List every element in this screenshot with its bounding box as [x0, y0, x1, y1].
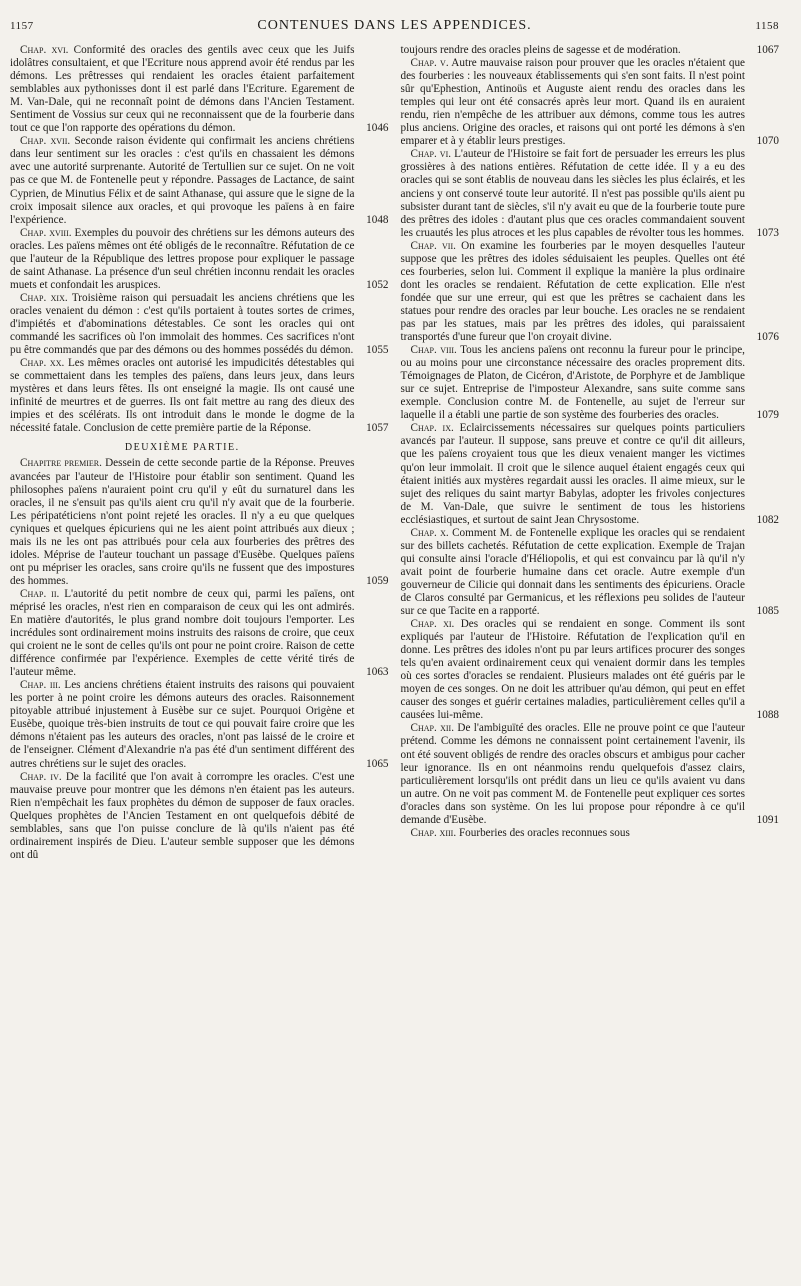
toc-entry [401, 57, 780, 148]
chapter-label: Chap. x. [410, 526, 449, 539]
page-reference: 1079 [756, 409, 779, 422]
running-title: CONTENUES DANS LES APPENDICES. [257, 18, 532, 33]
chapter-label: Chap. v. [410, 57, 449, 70]
chapter-summary: Eclaircissements nécessaires sur quelques points particuliers avancés par l'auteur. Il suppose, sans preuve et contre ce qu'il dit ailleurs, que les païens croyaient tous que les dieux venaient manger les victimes qu'on leur immolait. Il croit que le silence auquel étaient engagés ceux qui étaient initiés aux mystères regardait aussi les oracles. Il aime mieux, sur le sujet des reliques du saint martyr Babylas, adopter les frivoles conjectures de M. Van-Dale, que suivre le sentiment de tous les historiens ecclésiastiques, et surtout de saint Jean Chrysostome. [400, 422, 746, 526]
chapter-summary: Les mêmes oracles ont autorisé les impudicités détestables qui se commettaient dans les temples des païens, dans leurs jeux, dans leurs mystères et dans leurs fêtes. Ils ont enseigné la magie. Ils ont causé une infinité de meurtres et de guerres. Ils ont fait mettre au rang des dieux des impies et des scélérats. Ils ont introduit dans le monde le dogme de la nécessité fatale. Conclusion de cette première partie de la Réponse. [10, 357, 355, 435]
chapter-summary: Dessein de cette seconde partie de la Réponse. Preuves avancées par l'auteur de l'Histoire pour établir son sentiment. Quand les philosophes païens n'auraient point cru qu'il y eût du surnaturel dans les oracles, il ne s'ensuit pas qu'ils aient cru qu'il n'y avait que de la fourberie. Les péripatéticiens n'ont point rejeté les oracles. Il n'y a eu que quelques cyniques et quelques épicuriens qui ne les aient point attribués aux dieux ; mais ils ne les ont pas attribués pour cela aux fourberies des prêtres des idoles. Méprise de l'auteur touchant un passage d'Eusèbe. Quelques païens ont pu mépriser les oracles, sans croire qu'ils ne fussent que des impostures des hommes. [10, 457, 355, 587]
page-reference: 1073 [756, 226, 779, 239]
toc-entry [10, 135, 389, 226]
chapter-label: Chap. iv. [20, 770, 62, 783]
chapter-label: Chap. viii. [410, 344, 457, 357]
chapter-label: Chap. xix. [20, 291, 68, 304]
page-reference: 1085 [756, 605, 779, 618]
toc-entry [401, 148, 780, 239]
page-reference: 1048 [366, 213, 389, 226]
toc-entry [401, 422, 780, 526]
chapter-summary: De la facilité que l'on avait à corrompre les oracles. C'est une mauvaise preuve pour montrer que les démons n'en étaient pas les auteurs. Rien n'empêchait les faux prophètes du démon de supposer de faux oracles. Quelques prophètes de l'Ancien Testament en ont quelquefois débité de semblables, sans que l'on puisse conclure de là qu'ils n'aient pas été ordinairement inspirés de Dieu. L'auteur semble supposer que les démons ont dû [10, 770, 355, 861]
chapter-summary: Exemples du pouvoir des chrétiens sur les démons auteurs des oracles. Les païens mêmes ont été obligés de le reconnaître. Réfutation de ce que l'auteur de la République des lettres propose pour expliquer le passage de saint Athanase. La présence d'un seul chrétien inconnu rendait les oracles muets et confondait les aruspices. [10, 226, 355, 291]
toc-entry [10, 292, 389, 357]
chapter-summary: Autre mauvaise raison pour prouver que les oracles n'étaient que des fourberies : les nouveaux établissements qui s'en sont faits. Il n'est point sûr qu'Ephestion, Antinoüs et Auguste aient rendu des oracles dans les temples qui leur ont été consacrés après leur mort. Quand ils en auraient rendu, rien n'empêche de les attribuer aux démons, comme tous les autres plus anciens. Origine des oracles, et raisons qui ont porté les démons à s'en emparer et à y établir leurs prestiges. [400, 57, 745, 148]
left-page-number: 1157 [10, 20, 34, 32]
toc-entry [401, 44, 780, 57]
right-column [401, 44, 780, 862]
chapter-summary: Seconde raison évidente qui confirmait les anciens chrétiens dans leur sentiment sur les oracles : c'est qu'ils en chassaient les démons avec une autorité surprenante. Autorité de Tertullien sur ce sujet. On ne voit pas ce que M. de Fontenelle peut y répondre. Passages de Lactance, de saint Cyprien, de Minutius Félix et de saint Athanase, qui assure que le signe de la croix imposait silence aux oracles, et qui provoque les païens à en faire l'expérience. [10, 135, 355, 226]
chapter-label: Chap. xii. [410, 722, 455, 735]
chapter-label: Chap. xvii. [20, 135, 71, 148]
running-header [10, 18, 779, 40]
right-page-number: 1158 [755, 20, 779, 32]
toc-entry [10, 457, 389, 587]
section-title: DEUXIÈME PARTIE. [124, 442, 240, 454]
chapter-label: Chap. xiii. [410, 826, 457, 839]
chapter-label: Chap. ix. [410, 422, 454, 435]
page-reference: 1059 [366, 574, 389, 587]
chapter-summary: Conformité des oracles des gentils avec ceux que les Juifs idolâtres consultaient, et que l'Ecriture nous apprend avoir été rendus par les démons. Les prêtresses qui rendaient les oracles étaient parfaitement semblables aux pythonisses dont il est parlé dans l'Ecriture. Egarement de M. Van-Dale, qui ne reconnaît point de démons dans l'Ancien Testament. Sentiment de Vossius sur ceux qui ne reconnaissent que de la fourberie dans tout ce que l'on rapporte des opérations du démon. [10, 44, 355, 135]
chapter-summary: Comment M. de Fontenelle explique les oracles qui se rendaient sur des billets cachetés. Réfutation de cette explication. Exemple de Trajan qui consulte ainsi l'oracle d'Héliopolis, et qui est convaincu par là qu'il n'y avait point de fourberie humaine dans cet oracle. Autre exemple d'un gouverneur de Cilicie qui donnait dans les sentiments des épicuriens. Oracle de Claros consulté par Germanicus, et les réflexions peu solides de l'auteur sur ce que Tacite en a rapporté. [400, 526, 745, 618]
chapter-label: Chap. vi. [410, 148, 452, 161]
toc-entry [10, 679, 389, 770]
toc-entry [401, 618, 780, 722]
chapter-summary: Des oracles qui se rendaient en songe. Comment ils sont expliqués par l'auteur de l'Histoire. Réfutation de l'explication qu'il en donne. Les prêtres des idoles n'ont pu par leurs artifices procurer des songes tels qu'en avaient ordinairement ceux qui venaient dormir dans les temples où ces sortes d'oracles se rendaient. Plusieurs malades ont été guéris par le moyen de ces songes. On ne doit les attribuer qu'au démon, qui peut en effet causer des songes et guérir certaines maladies, particulièrement celles qu'il a causées lui-même. [400, 618, 745, 722]
chapter-summary: Troisième raison qui persuadait les anciens chrétiens que les oracles venaient du démon : c'est qu'ils portaient à toutes sortes de crimes, d'impiétés et d'abominations détestables. Ce sont les oracles qui ont commandé les sacrifices où l'on immolait des hommes. Ces sacrifices n'ont pu être commandés que par des démons ou des hommes possédés du démon. [10, 291, 355, 357]
chapter-summary: Les anciens chrétiens étaient instruits des raisons qui pouvaient les porter à ne point croire les démons auteurs des oracles. Raisonnement pitoyable attribué injustement à Eusèbe sur ce sujet. Pourquoi Origène et Eusèbe, quoique très-bien instruits de tout ce qui pouvait faire croire que les démons n'étaient pas les auteurs des oracles, n'ont pas laissé de le croire et de l'enseigner. Clément d'Alexandrie n'a pas été d'un sentiment différent des autres chrétiens sur le sujet des oracles. [10, 679, 355, 770]
chapter-label: Chap. xviii. [20, 226, 72, 239]
chapter-summary: Fourberies des oracles reconnues sous [458, 826, 630, 839]
chapter-label: Chap. iii. [20, 679, 61, 692]
chapter-summary: De l'ambiguïté des oracles. Elle ne prouve point ce que l'auteur prétend. Comme les démons ne connaissent point certainement l'avenir, ils ont été souvent obligés de rendre des oracles obscurs et ambigus pour cacher leur ignorance. Ils en ont néanmoins rendu quelquefois d'assez clairs, particulièrement lorsqu'ils ont prédit dans un lieu ce qu'ils avaient vu dans un autre. On ne voit pas comment M. de Fontenelle peut expliquer ces sortes d'oracles dans son système. On les lui propose pour répondre à ce qu'il demande d'Eusèbe. [400, 722, 746, 826]
toc-entry [10, 227, 389, 292]
chapter-label: Chap. xi. [410, 618, 455, 631]
chapter-label: Chap. xx. [20, 357, 65, 370]
chapter-label: Chap. xvi. [20, 44, 69, 56]
toc-entry [401, 527, 780, 618]
chapter-summary: L'auteur de l'Histoire se fait fort de persuader les erreurs les plus grossières à des nations entières. Réfutation de cette idée. Il y a eu des oracles qui se sont établis de nouveau dans les siècles les plus éclairés, et les anciens y ont conservé toute leur autorité. Il n'est pas possible qu'ils aient pu subsister durant tant de siècles, s'il n'y avait eu que de la fourberie toute pure des prêtres des idoles : d'autant plus que ces oracles commandaient souvent les cruautés les plus atroces et les plus capables de révolter tous les hommes. [400, 148, 745, 239]
page-reference: 1091 [756, 813, 779, 826]
page-reference: 1076 [756, 331, 779, 344]
toc-entry [10, 44, 389, 135]
chapter-summary: toujours rendre des oracles pleins de sagesse et de modération. [400, 44, 681, 56]
page-reference: 1052 [366, 278, 389, 291]
chapter-summary: Tous les anciens païens ont reconnu la fureur pour le principe, ou au moins pour une circonstance nécessaire des oracles proprement dits. Témoignages de Platon, de Cicéron, d'Aristote, de Porphyre et de Jamblique sur ce sujet. Entreprise de l'imposteur Alexandre, sans suite comme sans exemple. Conclusion contre M. de Fontenelle, au sujet de l'erreur sur laquelle il a établi une partie de son système des fourberies des oracles. [400, 344, 745, 422]
toc-entry [10, 771, 389, 862]
toc-entry [401, 344, 780, 422]
page-reference: 1088 [756, 709, 779, 722]
page-reference: 1082 [756, 513, 779, 526]
page-reference: 1067 [756, 44, 779, 56]
toc-entry [401, 240, 780, 344]
left-column [10, 44, 389, 862]
page-reference: 1055 [366, 344, 389, 357]
toc-entry [10, 357, 389, 435]
two-column-body [10, 44, 779, 862]
chapter-summary: L'autorité du petit nombre de ceux qui, parmi les païens, ont méprisé les oracles, n'est rien en comparaison de ceux qui les ont admirés. En matière d'autorités, le plus grand nombre doit toujours l'emporter. Les incrédules sont ordinairement moins instruits des raisons de croire, que ceux qui croient ne le sont de celles qu'ils ont pour ne point croire. Raison de cette différence confirmée par l'expérience. Exemples de cette vérité tirés de l'auteur même. [10, 587, 355, 679]
page-reference: 1057 [366, 422, 389, 435]
toc-entry [10, 588, 389, 679]
page-reference: 1065 [366, 757, 389, 770]
chapter-label: Chapitre premier. [20, 457, 102, 470]
chapter-label: Chap. vii. [410, 239, 456, 252]
chapter-label: Chap. ii. [20, 587, 60, 600]
page-reference: 1070 [756, 135, 779, 148]
toc-entry [401, 827, 780, 840]
page-reference: 1046 [366, 122, 389, 135]
page-reference: 1063 [366, 666, 389, 679]
chapter-summary: On examine les fourberies par le moyen desquelles l'auteur suppose que les prêtres des idoles séduisaient les peuples. Quelles ont été ces fourberies, selon lui. Comment il explique la manière la plus ordinaire dont les oracles se rendaient. Réfutation de cette explication. Elle n'est fondée que sur une erreur, qui est que les prêtres se cachaient dans les statues pour rendre des oracles par leur bouche. Les oracles ne se rendaient pas par les statues, mais par les prêtres des idoles, qui paraissaient transportés d'une fureur que l'on croyait divine. [400, 239, 745, 344]
toc-entry [401, 722, 780, 826]
